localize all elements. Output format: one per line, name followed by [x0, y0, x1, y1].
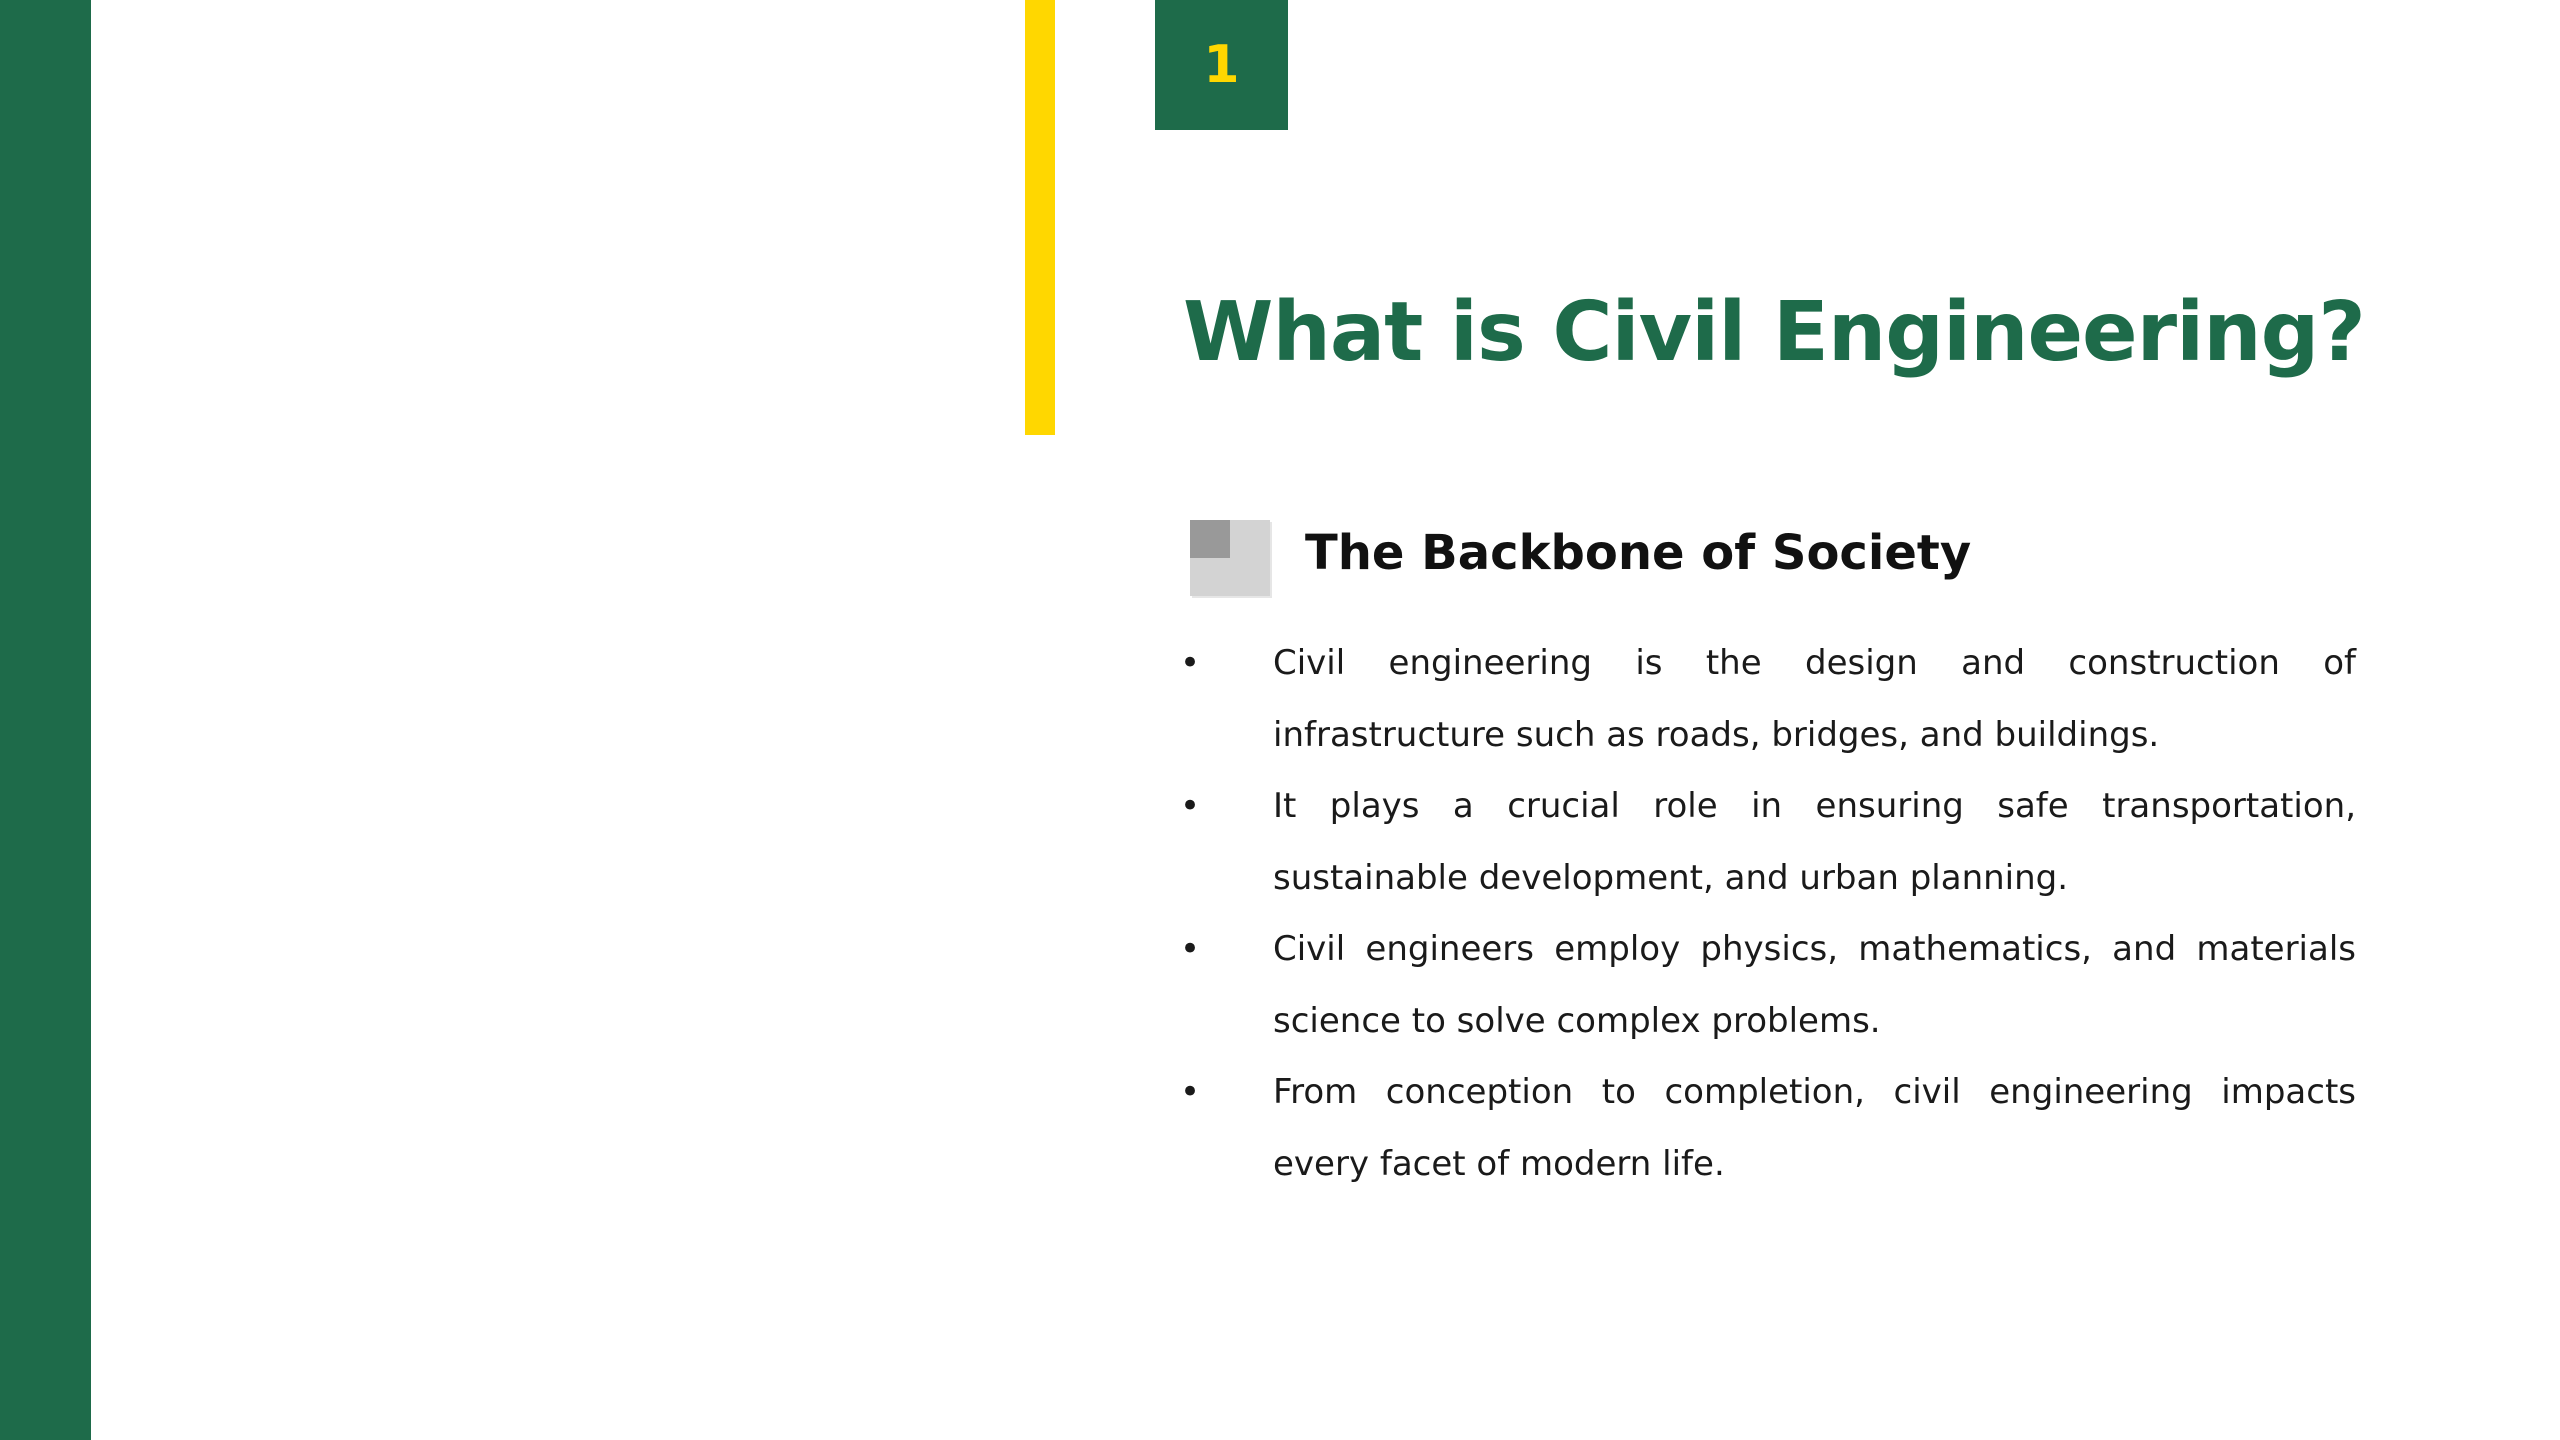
layered-squares-icon — [1190, 520, 1272, 598]
bullet-text: Civil engineers employ physics, mathematics, and materials science to solve complex problems. — [1273, 929, 2356, 1041]
icon-front-square — [1190, 520, 1230, 558]
bullet-dot-icon: • — [1179, 643, 1201, 683]
yellow-accent-bar — [1025, 0, 1055, 435]
bullet-text: It plays a crucial role in ensuring safe transportation, sustainable development, and urban planning. — [1273, 786, 2356, 898]
bullet-text: Civil engineering is the design and construction of infrastructure such as roads, bridges, and buildings. — [1273, 643, 2356, 755]
bullet-item — [1178, 1057, 2356, 1200]
bullet-dot-icon: • — [1179, 929, 1201, 969]
bullet-dot-icon: • — [1179, 1072, 1201, 1112]
bullet-item — [1178, 914, 2356, 1057]
slide-number: 1 — [1203, 35, 1240, 95]
slide-title: What is Civil Engineering? — [1183, 285, 2365, 380]
bullet-item — [1178, 771, 2356, 914]
bullet-text: From conception to completion, civil engineering impacts every facet of modern life. — [1273, 1072, 2356, 1184]
left-green-band — [0, 0, 91, 1440]
bullet-dot-icon: • — [1179, 786, 1201, 826]
slide-number-badge — [1155, 0, 1288, 130]
subheading: The Backbone of Society — [1305, 525, 1972, 581]
bullet-item — [1178, 628, 2356, 771]
bullet-list — [1178, 628, 2356, 1200]
